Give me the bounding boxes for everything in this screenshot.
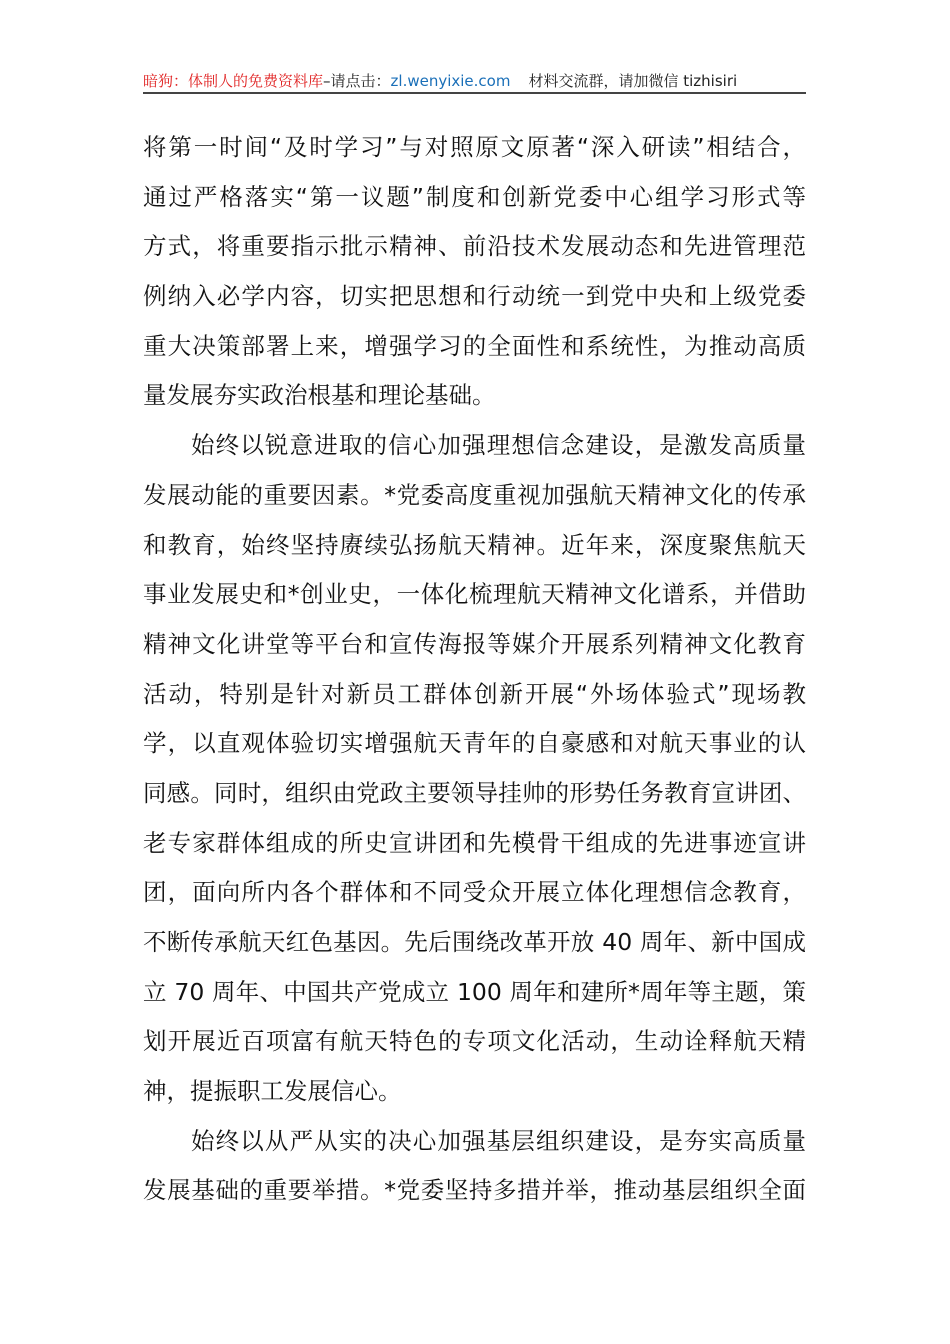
text-line: 始终以锐意进取的信心加强理想信念建设，是激发高质量 <box>191 431 806 460</box>
header-prompt: –请点击： <box>323 72 391 90</box>
text-line: 将第一时间“及时学习”与对照原文原著“深入研读”相结合， <box>143 133 806 161</box>
site-name: 暗狗：体制人的免费资料库 <box>143 72 324 90</box>
paragraph <box>143 1121 806 1220</box>
text-line: 神，提振职工发展信心。 <box>143 1077 402 1106</box>
text-line: 例纳入必学内容，切实把思想和行动统一到党中央和上级党委 <box>143 282 806 311</box>
text-line: 量发展夯实政治根基和理论基础。 <box>143 381 496 410</box>
text-line: 学，以直观体验切实增强航天青年的自豪感和对航天事业的认 <box>143 729 806 758</box>
text-line: 重大决策部署上来，增强学习的全面性和系统性，为推动高质 <box>143 331 806 360</box>
text-line: 发展动能的重要因素。*党委高度重视加强航天精神文化的传承 <box>143 480 806 509</box>
text-line: 团，面向所内各个群体和不同受众开展立体化理想信念教育， <box>143 878 806 907</box>
page-header <box>143 70 806 92</box>
text-line: 同感。同时，组织由党政主要领导挂帅的形势任务教育宣讲团、 <box>143 778 806 807</box>
paragraph <box>143 127 806 425</box>
text-line: 通过严格落实“第一议题”制度和创新党委中心组学习形式等 <box>143 182 806 211</box>
site-link[interactable]: zl.wenyixie.com <box>390 72 511 90</box>
contact-info: 材料交流群，请加微信 tizhisiri <box>528 72 738 90</box>
text-line: 和教育，始终坚持赓续弘扬航天精神。近年来，深度聚焦航天 <box>143 530 806 559</box>
text-line: 始终以从严从实的决心加强基层组织建设，是夯实高质量 <box>191 1126 806 1155</box>
text-line: 方式，将重要指示批示精神、前沿技术发展动态和先进管理范 <box>143 232 806 261</box>
text-line: 老专家群体组成的所史宣讲团和先模骨干组成的先进事迹宣讲 <box>143 828 806 857</box>
text-line: 立 70 周年、中国共产党成立 100 周年和建所*周年等主题，策 <box>143 977 806 1006</box>
text-line: 精神文化讲堂等平台和宣传海报等媒介开展系列精神文化教育 <box>143 629 806 658</box>
paragraph <box>143 425 806 1121</box>
document-body <box>143 127 806 1220</box>
header-divider <box>143 92 806 94</box>
text-line: 活动，特别是针对新员工群体创新开展“外场体验式”现场教 <box>143 679 806 708</box>
text-line: 发展基础的重要举措。*党委坚持多措并举，推动基层组织全面 <box>143 1176 806 1205</box>
text-line: 不断传承航天红色基因。先后围绕改革开放 40 周年、新中国成 <box>143 928 806 956</box>
text-line: 事业发展史和*创业史，一体化梳理航天精神文化谱系，并借助 <box>143 580 806 609</box>
text-line: 划开展近百项富有航天特色的专项文化活动，生动诠释航天精 <box>143 1027 806 1056</box>
